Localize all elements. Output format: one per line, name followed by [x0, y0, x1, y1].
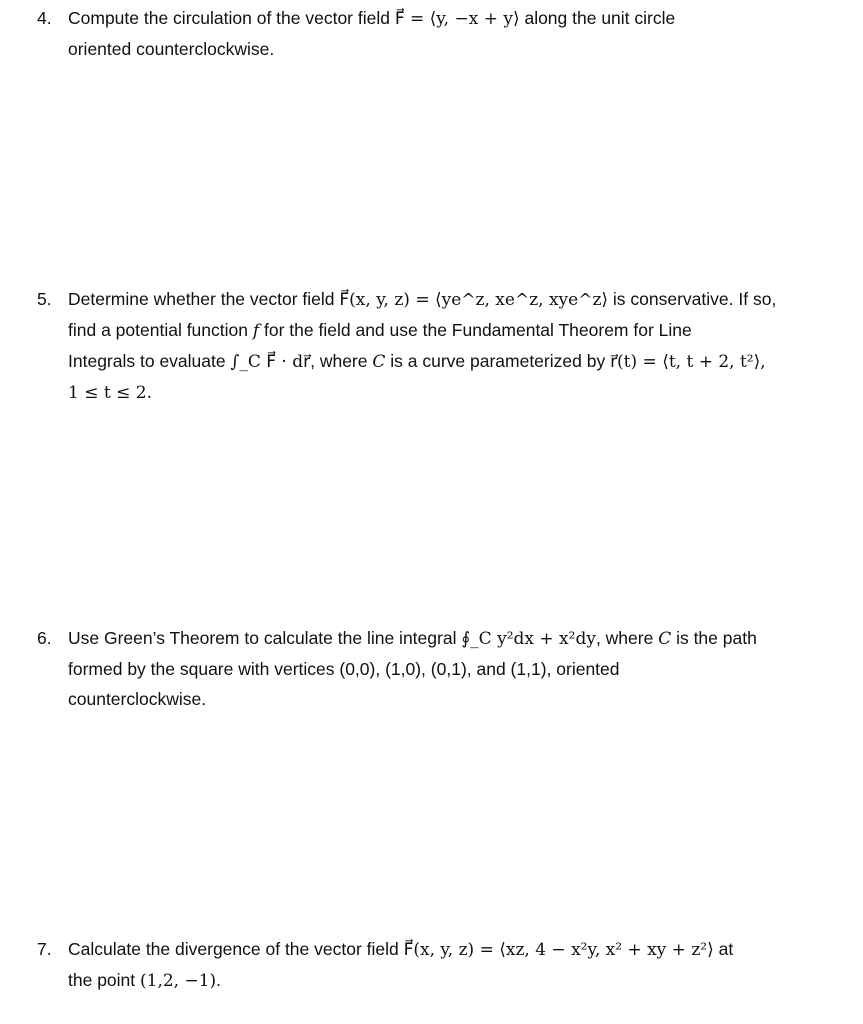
problem-6 [37, 623, 837, 714]
math-expression: 1 ≤ t ≤ 2. [68, 383, 152, 403]
math-expression: (1,2, −1) [140, 971, 217, 991]
problem-4 [37, 3, 837, 64]
problem-line: formed by the square with vertices (0,0), (1,0), (0,1), and (1,1), oriented [68, 659, 620, 679]
problem-7 [37, 934, 837, 996]
problem-5 [37, 284, 837, 408]
problem-number: 4. [37, 8, 52, 28]
math-expression: ∫_C F⃗ · dr⃗ [230, 352, 311, 372]
problem-line: Calculate the divergence of the vector field F⃗(x, y, z) = ⟨xz, 4 − x²y, x² + xy + z²⟩ at [68, 939, 734, 960]
problem-line: counterclockwise. [68, 689, 207, 709]
math-expression: r⃗(t) = ⟨t, t + 2, t²⟩, [610, 352, 766, 372]
problem-line [68, 377, 837, 408]
math-expression: F⃗ = ⟨y, −x + y⟩ [394, 9, 520, 29]
problem-number: 7. [37, 939, 52, 959]
problem-text [68, 934, 837, 996]
problem-line: find a potential function f for the field and use the Fundamental Theorem for Line [68, 320, 692, 341]
problem-line: the point (1,2, −1). [68, 970, 222, 991]
math-expression: C [372, 352, 386, 372]
problem-line: Use Green’s Theorem to calculate the line integral ∮_C y²dx + x²dy, where C is the path [68, 628, 757, 649]
problem-line: Integrals to evaluate ∫_C F⃗ · dr⃗, where C is a curve parameterized by r⃗(t) = ⟨t, t + 2, t²⟩, [68, 351, 766, 372]
problem-number: 6. [37, 628, 52, 648]
problem-line: Compute the circulation of the vector field F⃗ = ⟨y, −x + y⟩ along the unit circle [68, 8, 676, 29]
problem-number: 5. [37, 289, 52, 309]
math-expression: f [252, 321, 260, 341]
math-expression: F⃗(x, y, z) = ⟨xz, 4 − x²y, x² + xy + z²⟩ [403, 940, 714, 960]
math-expression: F⃗(x, y, z) = ⟨ye^z, xe^z, xye^z⟩ [339, 290, 609, 310]
problem-line: oriented counterclockwise. [68, 39, 275, 59]
math-expression: ∮_C y²dx + x²dy [461, 629, 596, 649]
problem-line: Determine whether the vector field F⃗(x, y, z) = ⟨ye^z, xe^z, xye^z⟩ is conservative. If so, [68, 289, 777, 310]
problem-text [68, 623, 837, 714]
problem-text [68, 3, 837, 64]
math-expression: C [658, 629, 672, 649]
problem-text [68, 284, 837, 408]
